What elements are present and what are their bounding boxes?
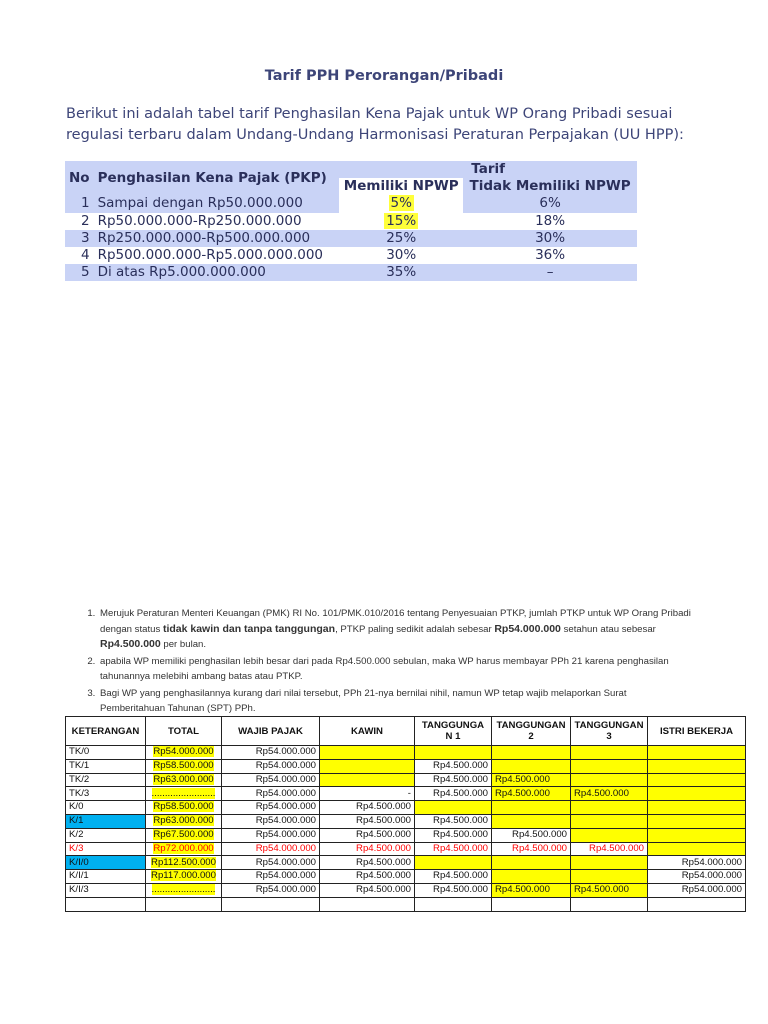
table-cell [648,787,746,801]
table-cell: Rp54.000.000 [222,842,320,856]
total-value: Rp58.500.000 [153,759,214,771]
table-cell: Rp4.500.000 [492,787,571,801]
header-cell: KAWIN [320,717,415,746]
table-cell: Rp54.000.000 [222,801,320,815]
table-row [65,264,637,281]
table-row [66,773,746,787]
table-cell [146,814,222,828]
table-cell [571,856,648,870]
table-row [66,814,746,828]
table-row [66,870,746,884]
table-cell [492,814,571,828]
table-cell [648,773,746,787]
table-row [66,759,746,773]
note-text: setahun atau sebesar [560,623,656,635]
ptkp-header-row [66,717,746,746]
table-cell: Rp54.000.000 [222,773,320,787]
table-cell: Rp4.500.000 [492,842,571,856]
table-cell [320,746,415,760]
table-cell [66,897,146,911]
header-cell: TANGGUNGAN 3 [571,717,648,746]
row-pkp: Rp50.000.000-Rp250.000.000 [94,213,340,230]
table-cell: Rp4.500.000 [415,870,492,884]
table-cell: TK/2 [66,773,146,787]
table-cell [146,870,222,884]
total-value: Rp63.000.000 [153,773,214,785]
ptkp-body [66,746,746,912]
table-cell: TK/3 [66,787,146,801]
note-1 [98,606,692,653]
table-row [66,883,746,897]
header-cell: WAJIB PAJAK [222,717,320,746]
table-cell [415,856,492,870]
table-cell [648,759,746,773]
note-2: 2. apabila WP memiliki penghasilan lebih besar dari pada Rp4.500.000 sebulan, maka WP harus membayar PPh 21 karena penghasilan tahunannya melebihi ambang batas atau PTKP. [98,654,692,685]
table-cell: Rp4.500.000 [492,773,571,787]
row-npwp: 35% [339,264,463,281]
table-cell [146,746,222,760]
table-cell [648,897,746,911]
table-cell: K/I/0 [66,856,146,870]
total-value: Rp112.500.000 [151,856,216,868]
table-cell [571,759,648,773]
table-cell [571,801,648,815]
table-cell: Rp54.000.000 [648,856,746,870]
table-cell: Rp54.000.000 [648,883,746,897]
table-cell: Rp54.000.000 [222,787,320,801]
table-cell [415,897,492,911]
table-cell: K/2 [66,828,146,842]
header-cell: KETERANGAN [66,717,146,746]
table-cell: TK/0 [66,746,146,760]
table-cell: Rp54.000.000 [222,870,320,884]
table-cell: Rp4.500.000 [415,883,492,897]
table-cell [146,787,222,801]
highlight-value: 5% [390,195,412,212]
table-row [66,897,746,911]
notes-list [82,606,692,718]
row-no: 5 [65,264,94,281]
tarif-table [65,161,637,281]
header-no: No [65,161,94,195]
table-cell: Rp4.500.000 [320,842,415,856]
row-pkp: Rp250.000.000-Rp500.000.000 [94,230,340,247]
table-cell: Rp4.500.000 [320,801,415,815]
table-cell [222,897,320,911]
table-cell: K/3 [66,842,146,856]
table-cell [648,814,746,828]
table-cell [146,828,222,842]
row-pkp: Sampai dengan Rp50.000.000 [94,195,340,212]
table-cell [571,870,648,884]
table-row [66,842,746,856]
table-cell [146,801,222,815]
table-cell: Rp54.000.000 [222,828,320,842]
table-cell: - [320,787,415,801]
table-row [65,230,637,247]
row-npwp: 30% [339,247,463,264]
total-value: Rp117.000.000 [151,870,216,882]
table-cell [146,773,222,787]
table-cell [492,801,571,815]
table-cell: Rp4.500.000 [320,856,415,870]
table-cell [648,828,746,842]
table-row [66,856,746,870]
table-cell [146,842,222,856]
table-cell: TK/1 [66,759,146,773]
row-no-npwp: 36% [463,247,637,264]
table-cell [415,801,492,815]
header-cell: ISTRI BEKERJA [648,717,746,746]
table-row [66,746,746,760]
header-tarif: Tarif [339,161,637,178]
table-cell: Rp54.000.000 [222,746,320,760]
table-cell: Rp54.000.000 [222,759,320,773]
table-cell [492,870,571,884]
note-bold: Rp54.000.000 [494,622,561,635]
table-cell [492,897,571,911]
table-row [66,801,746,815]
table-cell [146,897,222,911]
table-cell [492,759,571,773]
table-row [65,195,637,212]
table-cell [320,773,415,787]
header-cell: TOTAL [146,717,222,746]
table-cell: Rp4.500.000 [320,870,415,884]
note-bold: Rp4.500.000 [100,638,161,650]
row-no: 4 [65,247,94,264]
header-pkp: Penghasilan Kena Pajak (PKP) [94,161,340,195]
row-no: 2 [65,213,94,230]
note-text: Merujuk Peraturan Menteri Keuangan (PMK) RI No. 101/PMK.010/2016 tentang Penyesuaian PTKP, jumlah PTKP untuk WP Orang Pribadi dengan status [100,608,691,635]
table-cell: Rp4.500.000 [571,787,648,801]
table-cell: Rp4.500.000 [320,814,415,828]
row-no: 1 [65,195,94,212]
total-value: Rp67.500.000 [153,828,214,840]
table-cell [320,759,415,773]
row-no-npwp: 30% [463,230,637,247]
table-cell [492,856,571,870]
row-pkp: Rp500.000.000-Rp5.000.000.000 [94,247,340,264]
table-row [65,247,637,264]
table-cell [492,746,571,760]
row-npwp [339,195,463,212]
table-cell [648,842,746,856]
header-cell: TANGGUNGAN 2 [492,717,571,746]
total-value: Rp63.000.000 [153,815,214,827]
table-cell: K/I/3 [66,883,146,897]
table-cell: Rp54.000.000 [222,883,320,897]
total-value: Rp72.000.000 [153,842,214,854]
table-cell [415,746,492,760]
table-cell: Rp4.500.000 [320,883,415,897]
table-row [65,213,637,230]
total-value: ........................ [151,884,216,896]
table-cell [571,897,648,911]
table-cell: Rp4.500.000 [415,842,492,856]
header-cell: TANGGUNGA N 1 [415,717,492,746]
note-text: , PTKP paling sedikit adalah sebesar [335,623,495,635]
table-cell: Rp4.500.000 [415,787,492,801]
row-npwp: 25% [339,230,463,247]
row-no-npwp: 6% [463,195,637,212]
table-cell: Rp54.000.000 [222,856,320,870]
table-cell: K/I/1 [66,870,146,884]
note-3: 3. Bagi WP yang penghasilannya kurang dari nilai tersebut, PPh 21-nya bernilai nihil, namun WP tetap wajib melaporkan Surat Pemberitahuan Tahunan (SPT) PPh. [98,686,692,717]
table-cell: Rp4.500.000 [320,828,415,842]
table-cell: Rp4.500.000 [571,883,648,897]
table-cell [146,759,222,773]
table-cell: Rp54.000.000 [222,814,320,828]
table-cell: K/0 [66,801,146,815]
highlight-value: 15% [386,212,417,229]
table-cell [146,856,222,870]
table-cell: Rp4.500.000 [415,814,492,828]
table-cell [146,883,222,897]
row-pkp: Di atas Rp5.000.000.000 [94,264,340,281]
table-cell: Rp4.500.000 [415,759,492,773]
row-npwp [339,213,463,230]
table-cell [571,814,648,828]
table-cell: K/1 [66,814,146,828]
table-row [66,787,746,801]
table-cell [571,773,648,787]
table-cell: Rp4.500.000 [415,828,492,842]
header-npwp: Memiliki NPWP [339,178,463,195]
row-no-npwp: 18% [463,213,637,230]
total-value: Rp58.500.000 [153,801,214,813]
row-no: 3 [65,230,94,247]
header-no-npwp: Tidak Memiliki NPWP [463,178,637,195]
total-value: ........................ [151,787,216,799]
table-row [66,828,746,842]
table-cell [648,801,746,815]
note-text: per bulan. [160,639,207,650]
table-cell [320,897,415,911]
table-cell: Rp4.500.000 [415,773,492,787]
page-title: Tarif PPH Perorangan/Pribadi [264,68,504,84]
table-cell [571,828,648,842]
table-cell: Rp54.000.000 [648,870,746,884]
ptkp-table [65,716,746,912]
total-value: Rp54.000.000 [153,746,214,758]
intro-paragraph: Berikut ini adalah tabel tarif Penghasilan Kena Pajak untuk WP Orang Pribadi sesuai regulasi terbaru dalam Undang-Undang Harmonisasi Peraturan Perpajakan (UU HPP): [66,106,684,143]
tarif-header-row-1 [65,161,637,178]
table-cell: Rp4.500.000 [571,842,648,856]
row-no-npwp: – [463,264,637,281]
table-cell [571,746,648,760]
table-cell: Rp4.500.000 [492,828,571,842]
table-cell: Rp4.500.000 [492,883,571,897]
note-bold: tidak kawin dan tanpa tanggungan [162,622,336,635]
table-cell [648,746,746,760]
